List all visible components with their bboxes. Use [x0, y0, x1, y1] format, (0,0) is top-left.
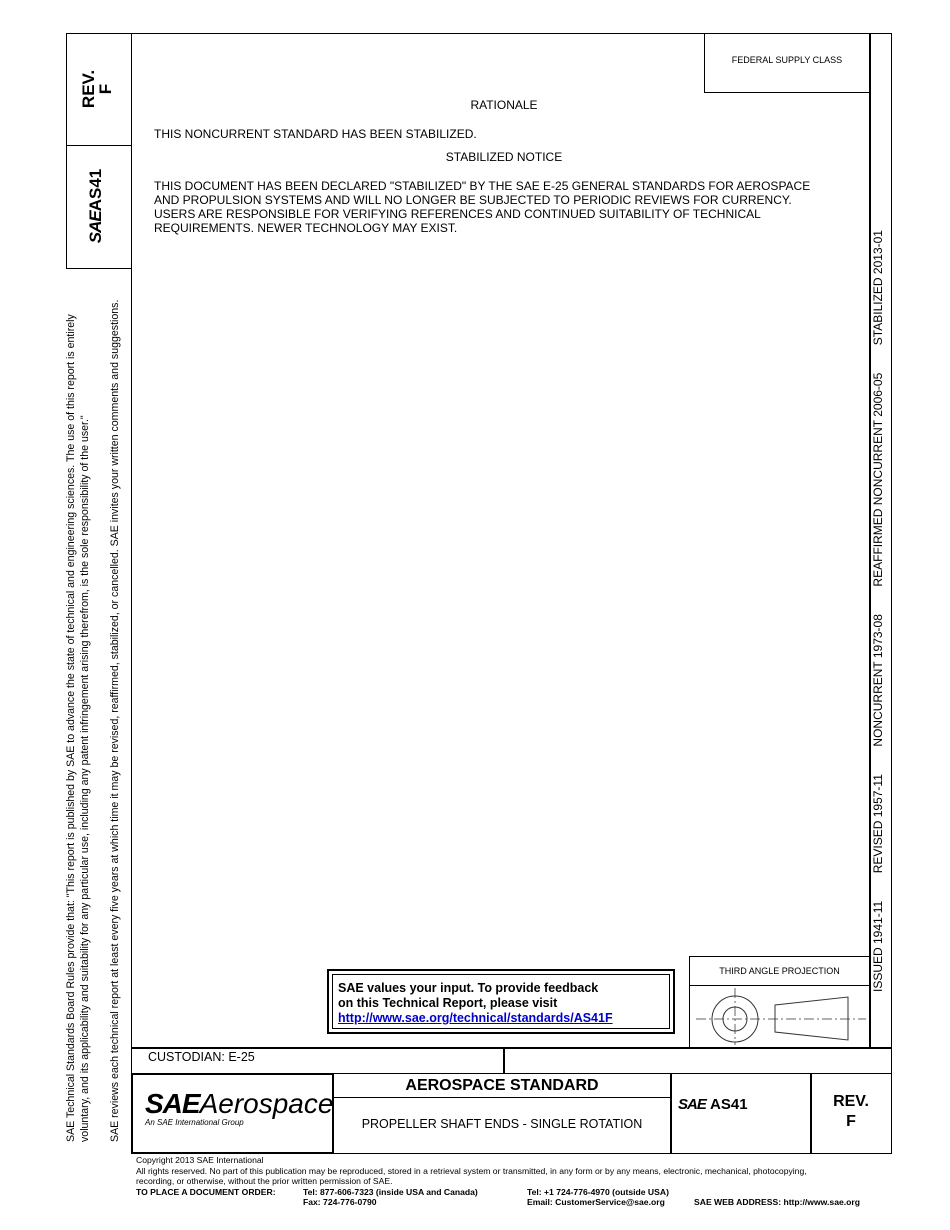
copyright: Copyright 2013 SAE International	[136, 1155, 264, 1165]
stabilized-text	[154, 179, 854, 235]
federal-supply-class-label: FEDERAL SUPPLY CLASS	[731, 55, 843, 65]
projection-label: THIRD ANGLE PROJECTION	[690, 957, 869, 986]
rev-label: REV.	[833, 1093, 869, 1110]
stabilized-heading: STABILIZED NOTICE	[445, 150, 563, 164]
projection-box	[689, 956, 870, 1048]
rev-letter: F	[846, 1113, 856, 1130]
side-docnum	[86, 148, 116, 264]
rationale-text: THIS NONCURRENT STANDARD HAS BEEN STABILIZED.	[154, 127, 477, 141]
logo-subtitle: An SAE International Group	[145, 1118, 244, 1127]
document-type: AEROSPACE STANDARD	[333, 1073, 671, 1098]
divider	[131, 1047, 892, 1049]
divider	[503, 1047, 505, 1074]
rationale-heading: RATIONALE	[470, 98, 538, 112]
third-angle-projection-icon	[690, 986, 868, 1046]
fax: Fax: 724-776-0790	[303, 1197, 377, 1207]
tel-intl: Tel: +1 724-776-4970 (outside USA)	[527, 1186, 669, 1197]
logo-sae: SAE	[145, 1088, 200, 1119]
sae-aerospace-logo	[131, 1073, 334, 1154]
order-label: TO PLACE A DOCUMENT ORDER:	[136, 1186, 276, 1197]
sae-logo: SAE	[86, 211, 105, 244]
doc-number-box	[678, 1096, 748, 1113]
divider	[670, 1073, 672, 1154]
feedback-line: on this Technical Report, please visit	[338, 996, 558, 1010]
rights-text: recording, or otherwise, without the prior written permission of SAE.	[136, 1176, 393, 1186]
feedback-box	[327, 969, 675, 1034]
side-rev	[74, 37, 124, 141]
rights-text: All rights reserved. No part of this publication may be reproduced, stored in a retrieval system or transmitted, in any form or by any means, electronic, mechanical, photocopying,	[136, 1165, 807, 1176]
side-rev-letter: F	[96, 83, 115, 95]
doc-number: AS41	[710, 1096, 748, 1113]
document-body	[154, 98, 854, 235]
side-rev-label: REV.	[79, 69, 98, 109]
left-notice	[64, 282, 129, 1142]
history-item: ISSUED 1941-11	[871, 900, 885, 992]
tel-us: Tel: 877-606-7323 (inside USA and Canada)	[303, 1186, 478, 1197]
notice-line: SAE reviews each technical report at least every five years at which time it may be revised, reaffirmed, stabilized, or cancelled. SAE invites your written comments and suggestions.	[109, 299, 121, 1142]
history-item: STABILIZED 2013-01	[871, 230, 885, 346]
custodian: CUSTODIAN: E-25	[148, 1050, 255, 1064]
history-strip	[871, 230, 889, 992]
text-line: USERS ARE RESPONSIBLE FOR VERIFYING REFERENCES AND CONTINUED SUITABILITY OF TECHNICAL	[154, 207, 761, 221]
web-address: SAE WEB ADDRESS: http://www.sae.org	[694, 1197, 860, 1207]
rev-box	[811, 1092, 891, 1132]
history-item: NONCURRENT 1973-08	[871, 614, 885, 747]
side-doc-number: AS41	[86, 168, 105, 212]
text-line: THIS DOCUMENT HAS BEEN DECLARED "STABILIZED" BY THE SAE E-25 GENERAL STANDARDS FOR AEROSPACE	[154, 179, 811, 193]
notice-line: voluntary, and its applicability and suitability for any particular use, including any patent infringement arising therefrom, is the sole responsibility of the user."	[79, 415, 91, 1142]
federal-supply-class-box	[704, 33, 870, 93]
feedback-link[interactable]: http://www.sae.org/technical/standards/AS41F	[338, 1011, 613, 1025]
email: Email: CustomerService@sae.org	[527, 1197, 665, 1207]
footer	[136, 1155, 896, 1209]
logo-word: Aerospace	[199, 1088, 334, 1119]
feedback-line: SAE values your input. To provide feedback	[338, 981, 599, 995]
text-line: AND PROPULSION SYSTEMS AND WILL NO LONGER BE SUBJECTED TO PERIODIC REVIEWS FOR CURRENCY.	[154, 193, 792, 207]
notice-line: SAE Technical Standards Board Rules provide that: "This report is published by SAE to advance the state of technical and engineering sciences. The use of this report is entirely	[65, 314, 77, 1142]
document-title: PROPELLER SHAFT ENDS - SINGLE ROTATION	[361, 1117, 643, 1131]
history-item: REAFFIRMED NONCURRENT 2006-05	[871, 372, 885, 587]
text-line: REQUIREMENTS. NEWER TECHNOLOGY MAY EXIST.	[154, 221, 458, 235]
history-item: REVISED 1957-11	[871, 774, 885, 874]
sae-logo: SAE	[678, 1096, 706, 1113]
